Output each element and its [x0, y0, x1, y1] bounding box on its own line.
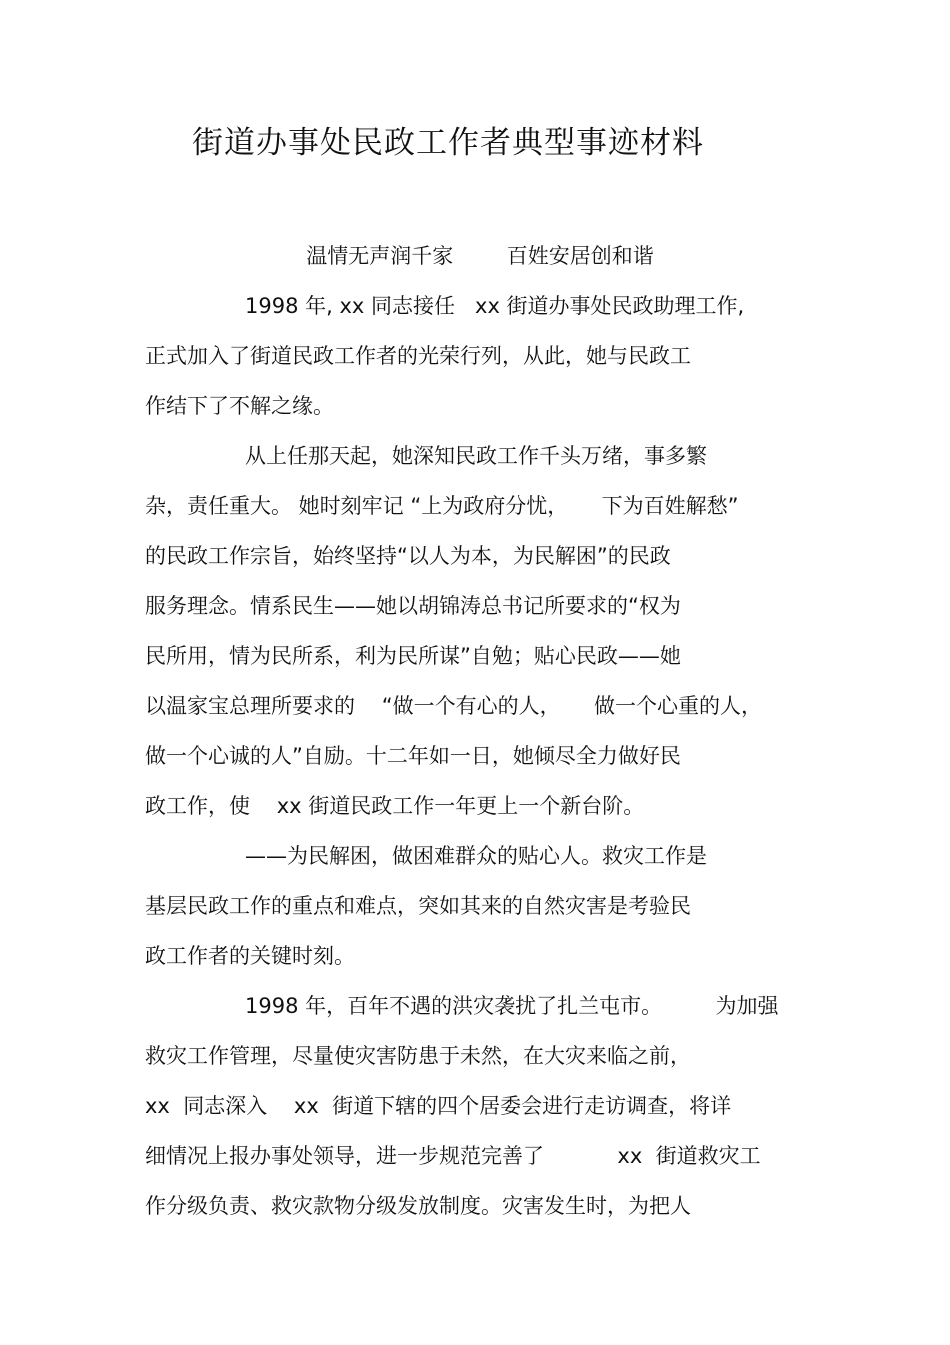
- paragraph-line: 政工作，使 xx 街道民政工作一年更上一个新台阶。: [145, 794, 645, 818]
- document-subtitle: 温情无声润千家 百姓安居创和谐: [306, 244, 654, 268]
- paragraph-line: 正式加入了街道民政工作者的光荣行列，从此，她与民政工: [145, 344, 691, 368]
- paragraph-line: 从上任那天起，她深知民政工作千头万绪，事多繁: [245, 444, 707, 468]
- paragraph-line: 的民政工作宗旨，始终坚持“以人为本，为民解困”的民政: [145, 544, 671, 568]
- paragraph-line: 作分级负责、救灾款物分级发放制度。灾害发生时，为把人: [145, 1194, 691, 1218]
- paragraph-line: ——为民解困，做困难群众的贴心人。救灾工作是: [245, 844, 707, 868]
- paragraph-line: 1998 年, xx 同志接任 xx 街道办事处民政助理工作,: [245, 294, 745, 318]
- paragraph-line: 细情况上报办事处领导，进一步规范完善了 xx 街道救灾工: [145, 1144, 761, 1168]
- paragraph-line: 救灾工作管理，尽量使灾害防患于未然，在大灾来临之前，: [145, 1044, 691, 1068]
- paragraph-line: 民所用，情为民所系，利为民所谋”自勉；贴心民政——她: [145, 644, 681, 668]
- paragraph-line: 作结下了不解之缘。: [145, 394, 334, 418]
- paragraph-line: 政工作者的关键时刻。: [145, 944, 355, 968]
- paragraph-line: 杂，责任重大。 她时刻牢记 “上为政府分忧， 下为百姓解愁”: [145, 494, 739, 518]
- paragraph-line: 服务理念。情系民生——她以胡锦涛总书记所要求的“权为: [145, 594, 681, 618]
- paragraph-line: 基层民政工作的重点和难点，突如其来的自然灾害是考验民: [145, 894, 691, 918]
- paragraph-line: 做一个心诚的人”自励。十二年如一日，她倾尽全力做好民: [145, 744, 681, 768]
- paragraph-line: 以温家宝总理所要求的 “做一个有心的人， 做一个心重的人，: [145, 694, 762, 718]
- document-title: 街道办事处民政工作者典型事迹材料: [192, 125, 704, 161]
- paragraph-line: xx 同志深入 xx 街道下辖的四个居委会进行走访调查，将详: [145, 1094, 732, 1118]
- paragraph-line: 1998 年，百年不遇的洪灾袭扰了扎兰屯市。 为加强: [245, 994, 779, 1018]
